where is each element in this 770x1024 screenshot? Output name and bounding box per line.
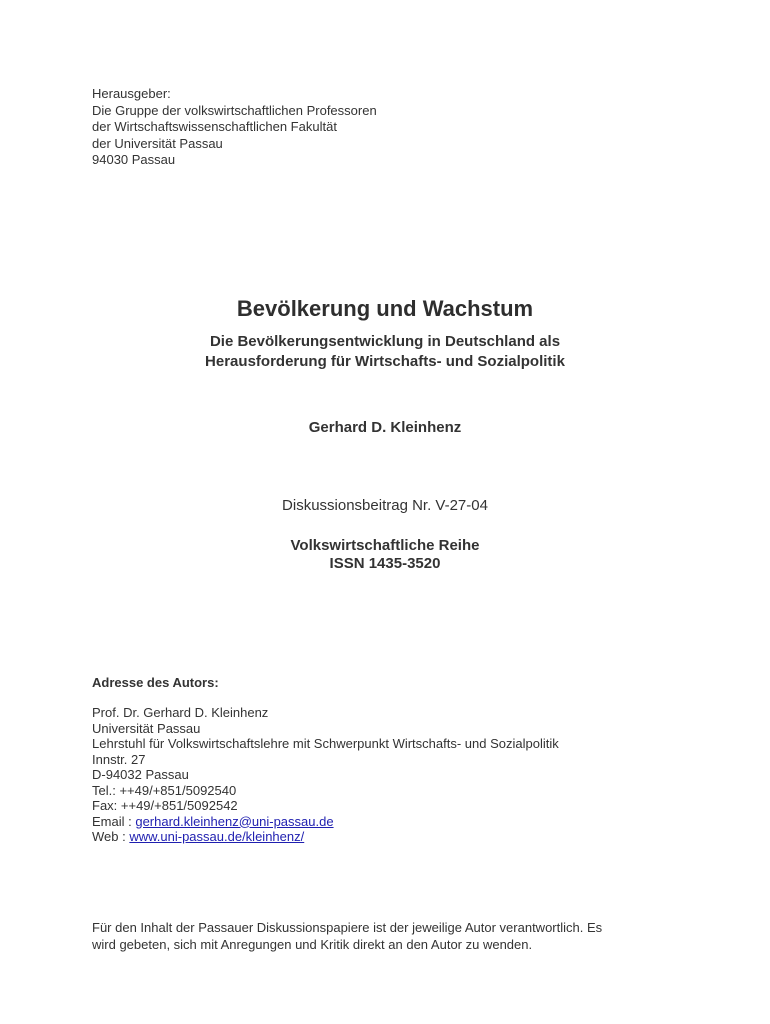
publisher-university: der Universität Passau [92, 135, 223, 151]
address-city: D-94032 Passau [92, 767, 189, 782]
address-heading: Adresse des Autors: [92, 675, 219, 690]
address-chair: Lehrstuhl für Volkswirtschaftslehre mit Schwerpunkt Wirtschafts- und Sozialpolitik [92, 736, 559, 751]
series-number: Diskussionsbeitrag Nr. V-27-04 [282, 497, 488, 514]
publisher-label: Herausgeber: [92, 86, 171, 101]
publisher-group: Die Gruppe der volkswirtschaftlichen Professoren [92, 102, 377, 118]
document-title: Bevölkerung und Wachstum [236, 296, 534, 321]
series-name: Volkswirtschaftliche Reihe [290, 537, 480, 554]
document-subtitle [0, 332, 770, 372]
email-link[interactable]: gerhard.kleinhenz@uni-passau.de [135, 813, 334, 829]
disclaimer-line-1: Für den Inhalt der Passauer Diskussionspapiere ist der jeweilige Autor verantwortlich. Es [92, 920, 603, 935]
email-label: Email : [92, 813, 136, 829]
address-university: Universität Passau [92, 720, 201, 736]
address-email-row [92, 814, 559, 830]
disclaimer-line-2: wird gebeten, sich mit Anregungen und Kritik direkt an den Autor zu wenden. [92, 936, 533, 952]
subtitle-line-2: Herausforderung für Wirtschafts- und Sozialpolitik [205, 353, 565, 370]
disclaimer [92, 920, 602, 953]
address-street: Innstr. 27 [92, 751, 146, 767]
series-info [0, 537, 770, 573]
publisher-postcode: 94030 Passau [92, 152, 176, 167]
address-phone: Tel.: ++49/+851/5092540 [92, 782, 237, 798]
address-name: Prof. Dr. Gerhard D. Kleinhenz [92, 705, 269, 720]
publisher-block [92, 86, 377, 169]
publisher-faculty: der Wirtschaftswissenschaftlichen Fakultät [92, 119, 337, 134]
author-name: Gerhard D. Kleinhenz [308, 419, 462, 436]
web-label: Web : [92, 829, 130, 844]
address-web-row [92, 829, 559, 845]
web-link[interactable]: www.uni-passau.de/kleinhenz/ [129, 829, 305, 844]
subtitle-line-1: Die Bevölkerungsentwicklung in Deutschland als [209, 333, 561, 350]
address-fax: Fax: ++49/+851/5092542 [92, 798, 238, 813]
author-address [92, 705, 559, 845]
series-issn: ISSN 1435-3520 [329, 555, 441, 572]
